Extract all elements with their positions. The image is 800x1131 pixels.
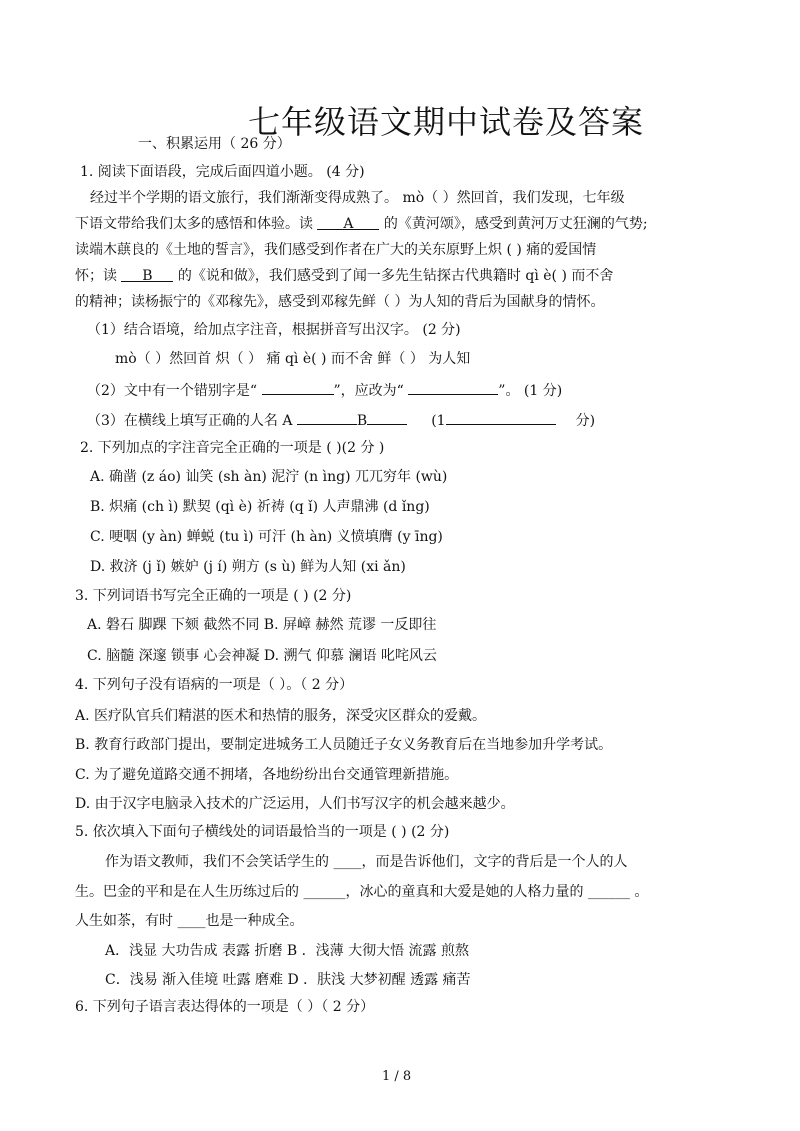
- options-a-b: A．浅显 大功告成 表露 折磨 B ．浅薄 大彻大悟 流露 煎熬: [105, 943, 469, 959]
- passage-line-3: 人生如茶，有时 ____也是一种成全。: [75, 913, 304, 929]
- option-c: C. 哽咽 (y àn) 蝉蜕 (tu ì) 可汗 (h àn) 义愤填膺 (y īng): [90, 529, 443, 545]
- sub-question-text: （2）文中有一个错别字是“: [87, 383, 262, 399]
- section-heading: 一、积累运用（ 26 分）: [138, 136, 291, 152]
- options-c-d: C. 脑髓 深邃 锁事 心会神凝 D. 溯气 仰慕 澜语 叱咤风云: [87, 648, 437, 664]
- passage-text: 的《说和做》，我们感受到了闻一多先生钻探古代典籍时 qì è( ) 而不舍: [173, 268, 614, 284]
- sub-question-text: 分): [575, 413, 596, 429]
- sub-question-text: ”。 (1 分): [498, 383, 563, 399]
- blank-a: A: [317, 215, 379, 230]
- option-a: A. 医疗队官兵们精湛的医术和热情的服务，深受灾区群众的爱戴。: [75, 708, 487, 724]
- passage-line-3: 读端木蕻良的《土地的誓言》，我们感受到作者在广大的关东原野上炽 ( ) 痛的爱国情: [75, 242, 597, 258]
- passage-text: 的《黄河颂》，感受到黄河万丈狂澜的气势;: [379, 216, 648, 232]
- sub-question-1-items: mò（ ）然回首 炽（ ） 痛 qì è( ) 而不舍 鲜（ ） 为人知: [115, 351, 471, 367]
- question-2-heading: 2. 下列加点的字注音完全正确的一项是 ( )(2 分 ): [80, 440, 385, 456]
- sub-question-2: [87, 380, 562, 400]
- option-d: D. 由于汉字电脑录入技术的广泛运用，人们书写汉字的机会越来越少。: [75, 796, 515, 812]
- passage-line-1: 经过半个学期的语文旅行，我们渐渐变得成熟了。 mò（ ）然回首，我们发现，七年级: [90, 190, 625, 206]
- question-4-heading: 4. 下列句子没有语病的一项是（ ）。（ 2 分）: [75, 677, 354, 693]
- option-b: B. 教育行政部门提出，要制定进城务工人员随迁子女义务教育后在当地参加升学考试。: [75, 737, 613, 753]
- passage-text: 下语文带给我们太多的感悟和体验。读: [75, 216, 318, 232]
- answer-blank: [408, 380, 498, 395]
- sub-question-text: B: [356, 413, 368, 429]
- sub-question-text: （3）在横线上填写正确的人名 A: [87, 413, 297, 429]
- option-b: B. 炽痛 (ch ì) 默契 (qì è) 祈祷 (q ǐ) 人声鼎沸 (d ǐng): [90, 499, 430, 515]
- passage-line-2: [75, 215, 648, 233]
- answer-blank: [262, 380, 334, 395]
- passage-line-1: 作为语文教师，我们不会笑话学生的 ____，而是告诉他们，文字的背后是一个人的人: [105, 854, 628, 870]
- options-c-d: C．浅易 渐入佳境 吐露 磨难 D ．肤浅 大梦初醒 透露 痛苦: [105, 972, 471, 988]
- question-3-heading: 3. 下列词语书写完全正确的一项是 ( ) (2 分): [75, 588, 352, 604]
- sub-question-text: (1: [431, 413, 446, 429]
- option-a: A. 确凿 (z áo) 讪笑 (sh àn) 泥泞 (n ìng) 兀兀穷年 (wù): [90, 469, 448, 485]
- answer-blank: [367, 410, 407, 425]
- passage-line-4: [75, 267, 613, 285]
- page-number: 1 / 8: [382, 1069, 412, 1084]
- passage-line-2: 生。巴金的平和是在人生历练过后的 ______，冰心的童真和大爱是她的人格力量的 ______ 。: [75, 884, 649, 900]
- page-title: 七年级语文期中试卷及答案: [248, 103, 645, 141]
- sub-question-text: ”，应改为“: [333, 383, 409, 399]
- passage-line-5: 的精神；读杨振宁的《邓稼先》，感受到邓稼先鲜（ ）为人知的背后为国献身的情怀。: [75, 294, 605, 310]
- options-a-b: A. 磐石 脚踝 下颏 截然不同 B. 屏嶂 赫然 荒谬 一反即往: [87, 617, 437, 633]
- question-5-heading: 5. 依次填入下面句子横线处的词语最恰当的一项是 ( ) (2 分): [75, 824, 450, 840]
- option-d: D. 救济 (j ǐ) 嫉妒 (j í) 朔方 (s ù) 鲜为人知 (xi ǎn): [90, 559, 406, 575]
- answer-blank: [446, 410, 556, 425]
- blank-b: B: [121, 267, 173, 282]
- answer-blank: [297, 410, 357, 425]
- option-c: C. 为了避免道路交通不拥堵，各地纷纷出台交通管理新措施。: [75, 767, 459, 783]
- question-1-heading: 1. 阅读下面语段，完成后面四道小题。 (4 分): [80, 164, 365, 180]
- sub-question-3: [87, 410, 595, 430]
- question-6-heading: 6. 下列句子语言表达得体的一项是（ ）（ 2 分）: [75, 999, 375, 1015]
- sub-question-1: （1）结合语境，给加点字注音，根据拼音写出汉字。 (2 分): [87, 322, 461, 338]
- passage-text: 怀；读: [75, 268, 122, 284]
